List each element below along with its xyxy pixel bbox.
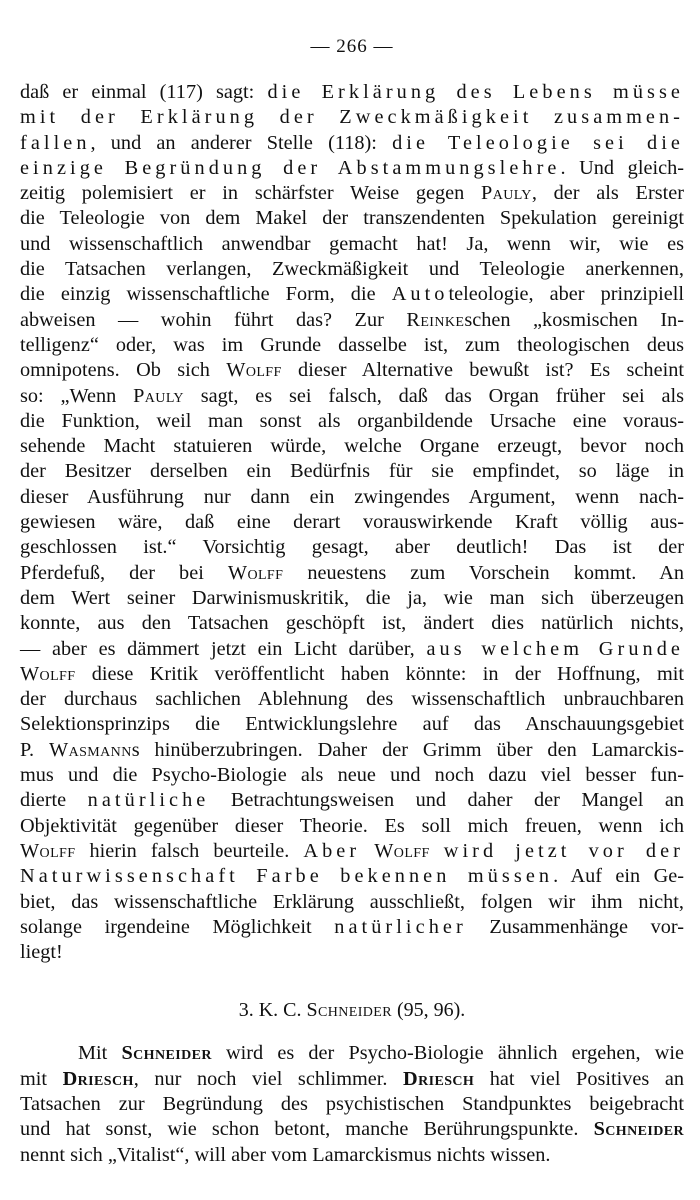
text-line: und hat sonst, wie schon betont, manche Berührungspunkte. Schneider bbox=[20, 1118, 684, 1141]
text-line: P. Wasmanns hinüberzubringen. Daher der Grimm über den Lamarckis- bbox=[20, 738, 684, 761]
text-line: Tatsachen zur Begründung des psychistischen Standpunktes beigebracht bbox=[20, 1092, 684, 1115]
text-line: die Teleologie von dem Makel der transzendenten Spekulation gereinigt bbox=[20, 207, 684, 230]
text-line: sehende Macht statuieren würde, welche Organe erzeugt, bevor noch bbox=[20, 435, 684, 458]
text-line: Wolff diese Kritik veröffentlicht haben könnte: in der Hoffnung, mit bbox=[20, 662, 684, 685]
text-line: telligenz“ oder, was im Grunde dasselbe ist, zum theologischen deus bbox=[20, 333, 684, 356]
text-line: konnte, aus den Tatsachen geschöpft ist, ändert dies natürlich nichts, bbox=[20, 612, 684, 635]
text-line: die Tatsachen verlangen, Zweckmäßigkeit und Teleologie anerkennen, bbox=[20, 258, 684, 281]
text-line: Naturwissenschaft Farbe bekennen müssen. Auf ein Ge- bbox=[20, 865, 684, 888]
text-line: mus und die Psycho-Biologie als neue und noch dazu viel besser fun- bbox=[20, 764, 684, 787]
text-line: abweisen — wohin führt das? Zur Reinkeschen „kosmischen In- bbox=[20, 308, 684, 331]
text-line: die Funktion, weil man sonst als organbildende Ursache eine voraus- bbox=[20, 409, 684, 432]
text-line: Pferdefuß, der bei Wolff neuestens zum Vorschein kommt. An bbox=[20, 561, 684, 584]
text-line: solange irgendeine Möglichkeit natürlicher Zusammenhänge vor- bbox=[20, 915, 684, 938]
text-line: mit der Erklärung der Zweckmäßigkeit zusammen- bbox=[20, 106, 684, 129]
text-line: nennt sich „Vitalist“, will aber vom Lamarckismus nichts wissen. bbox=[20, 1143, 551, 1166]
text-line: dierte natürliche Betrachtungsweisen und daher der Mangel an bbox=[20, 789, 684, 812]
text-line: biet, das wissenschaftliche Erklärung ausschließt, folgen wir ihm nicht, bbox=[20, 890, 684, 913]
text-line: Objektivität gegenüber dieser Theorie. Es soll mich freuen, wenn ich bbox=[20, 814, 684, 837]
text-line: und wissenschaftlich anwendbar gemacht hat! Ja, wenn wir, wie es bbox=[20, 232, 684, 255]
text-line: dieser Ausführung nur dann ein zwingendes Argument, wenn nach- bbox=[20, 485, 684, 508]
text-line: der durchaus sachlichen Ablehnung des wissenschaftlich unbrauchbaren bbox=[20, 688, 684, 711]
text-line: dem Wert seiner Darwinismuskritik, die ja, wie man sich überzeugen bbox=[20, 586, 684, 609]
text-line: Selektionsprinzips die Entwicklungslehre auf das Anschauungsgebiet bbox=[20, 713, 684, 736]
section-heading: 3. K. C. Schneider (95, 96). bbox=[238, 999, 466, 1022]
text-line: mit Driesch, nur noch viel schlimmer. Driesch hat viel Positives an bbox=[20, 1067, 685, 1090]
text-line: so: „Wenn Pauly sagt, es sei falsch, daß das Organ früher sei als bbox=[20, 384, 684, 407]
text-line: Wolff hierin falsch beurteile. Aber Wolff wird jetzt vor der bbox=[20, 839, 684, 862]
text-line: einzige Begründung der Abstammungslehre. Und gleich- bbox=[20, 156, 684, 179]
text-line: daß er einmal (117) sagt: die Erklärung des Lebens müsse bbox=[20, 81, 684, 103]
text-line: die einzig wissenschaftliche Form, die Autoteleologie, aber prinzipiell bbox=[20, 283, 684, 306]
text-line: der Besitzer derselben ein Bedürfnis für sie empfindet, so läge in bbox=[20, 460, 684, 483]
paragraph-schneider bbox=[20, 1041, 684, 1167]
text-line: — aber es dämmert jetzt ein Licht darüber, aus welchem Grunde bbox=[20, 637, 684, 660]
paragraph-wolff-critique bbox=[20, 80, 684, 965]
text-line: Mit Schneider wird es der Psycho-Biologie ähnlich ergehen, wie bbox=[78, 1042, 685, 1065]
text-line: gewiesen wäre, daß eine derart vorauswirkende Kraft völlig aus- bbox=[20, 511, 684, 534]
text-line: fallen, und an anderer Stelle (118): die Teleologie sei die bbox=[20, 131, 684, 154]
text-line: geschlossen ist.“ Vorsichtig gesagt, aber deutlich! Das ist der bbox=[20, 536, 684, 559]
text-line: omnipotens. Ob sich Wolff dieser Alternative bewußt ist? Es scheint bbox=[20, 359, 684, 382]
page-number: — 266 — bbox=[310, 36, 394, 57]
text-line: zeitig polemisiert er in schärfster Weise gegen Pauly, der als Erster bbox=[20, 182, 684, 205]
text-line: liegt! bbox=[20, 941, 63, 964]
